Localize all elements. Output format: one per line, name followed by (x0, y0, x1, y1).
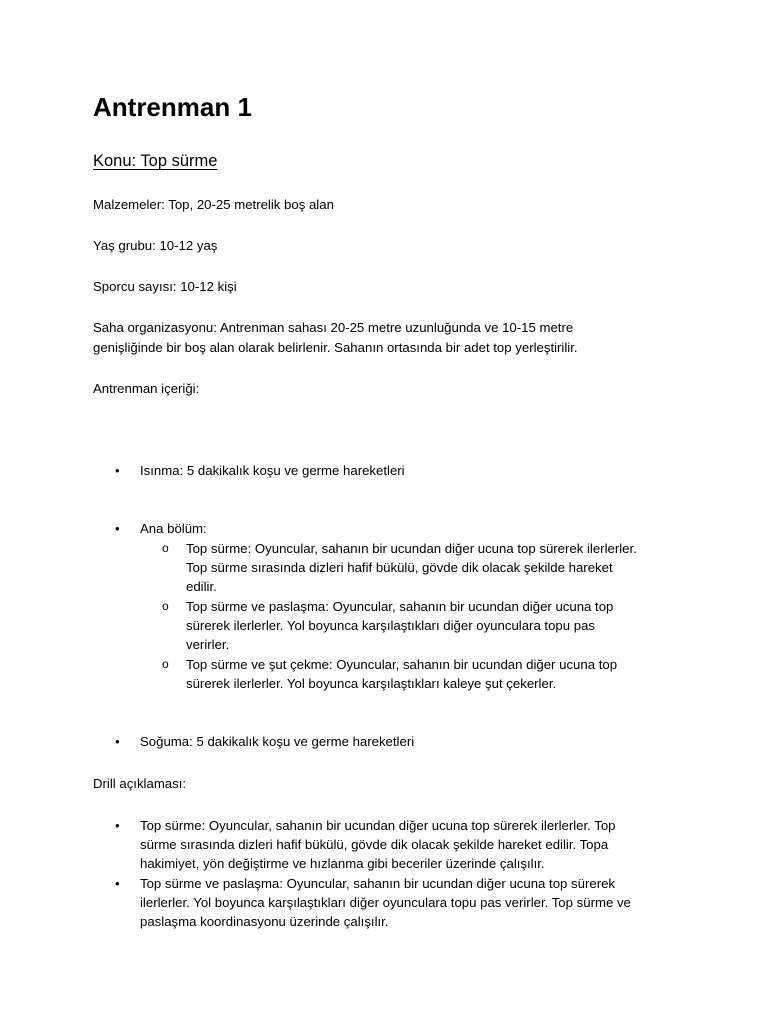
drill-item-line: ilerlerler. Yol boyunca karşılaştıkları diğer oyunculara topu pas verirler. Top sürme ve (140, 895, 631, 910)
sub-item-line: Top sürme sırasında dizleri hafif bükülü, gövde dik olacak şekilde hareket (186, 560, 613, 575)
athlete-count-line: Sporcu sayısı: 10-12 kişi (93, 279, 237, 294)
sub-item-line: Top sürme ve şut çekme: Oyuncular, sahanın bir ucundan diğer ucuna top (186, 657, 618, 672)
topic-heading: Konu: Top sürme (93, 152, 218, 170)
paragraph-line: Saha organizasyonu: Antrenman sahası 20-25 metre uzunluğunda ve 10-15 metre (93, 320, 574, 335)
drill-item-line: Top sürme: Oyuncular, sahanın bir ucundan diğer ucuna top sürerek ilerlerler. Top (140, 818, 616, 833)
paragraph-line: genişliğinde bir boş alan olarak belirlenir. Sahanın ortasında bir adet top yerleştirilir. (93, 340, 578, 355)
equipment-line: Malzemeler: Top, 20-25 metrelik boş alan (93, 197, 334, 212)
bullet-icon: • (115, 818, 120, 833)
circle-bullet-icon: o (162, 599, 169, 613)
drill-description-heading: Drill açıklaması: (93, 776, 187, 791)
drill-item-line: Top sürme ve paslaşma: Oyuncular, sahanın bir ucundan diğer ucuna top sürerek (140, 876, 616, 891)
circle-bullet-icon: o (162, 541, 169, 555)
drill-item-line: hakimiyet, yön değiştirme ve hızlanma gibi beceriler üzerinde çalışılır. (140, 856, 545, 871)
drill-item-line: paslaşma koordinasyonu üzerinde çalışılır. (140, 914, 389, 929)
bullet-icon: • (115, 521, 120, 536)
bullet-icon: • (115, 463, 120, 478)
list-item-text: Isınma: 5 dakikalık koşu ve germe hareketleri (140, 463, 405, 478)
bullet-icon: • (115, 734, 120, 749)
training-content-heading: Antrenman içeriği: (93, 381, 200, 396)
sub-item-line: Top sürme ve paslaşma: Oyuncular, sahanın bir ucundan diğer ucuna top (186, 599, 614, 614)
sub-item-line: verirler. (186, 637, 230, 652)
list-item-text: Soğuma: 5 dakikalık koşu ve germe hareketleri (140, 734, 415, 749)
sub-item-line: edilir. (186, 579, 217, 594)
page-title: Antrenman 1 (93, 92, 252, 122)
sub-item-line: sürerek ilerlerler. Yol boyunca karşılaştıkları diğer oyunculara topu pas (186, 618, 596, 633)
sub-item-line: sürerek ilerlerler. Yol boyunca karşılaştıkları kaleye şut çekerler. (186, 676, 557, 691)
bullet-icon: • (115, 876, 120, 891)
age-group-line: Yaş grubu: 10-12 yaş (93, 238, 218, 253)
drill-item-line: sürme sırasında dizleri hafif bükülü, gövde dik olacak şekilde hareket edilir. Topa (140, 837, 609, 852)
list-item-text: Ana bölüm: (140, 521, 207, 536)
sub-item-line: Top sürme: Oyuncular, sahanın bir ucundan diğer ucuna top sürerek ilerlerler. (186, 541, 637, 556)
circle-bullet-icon: o (162, 657, 169, 671)
